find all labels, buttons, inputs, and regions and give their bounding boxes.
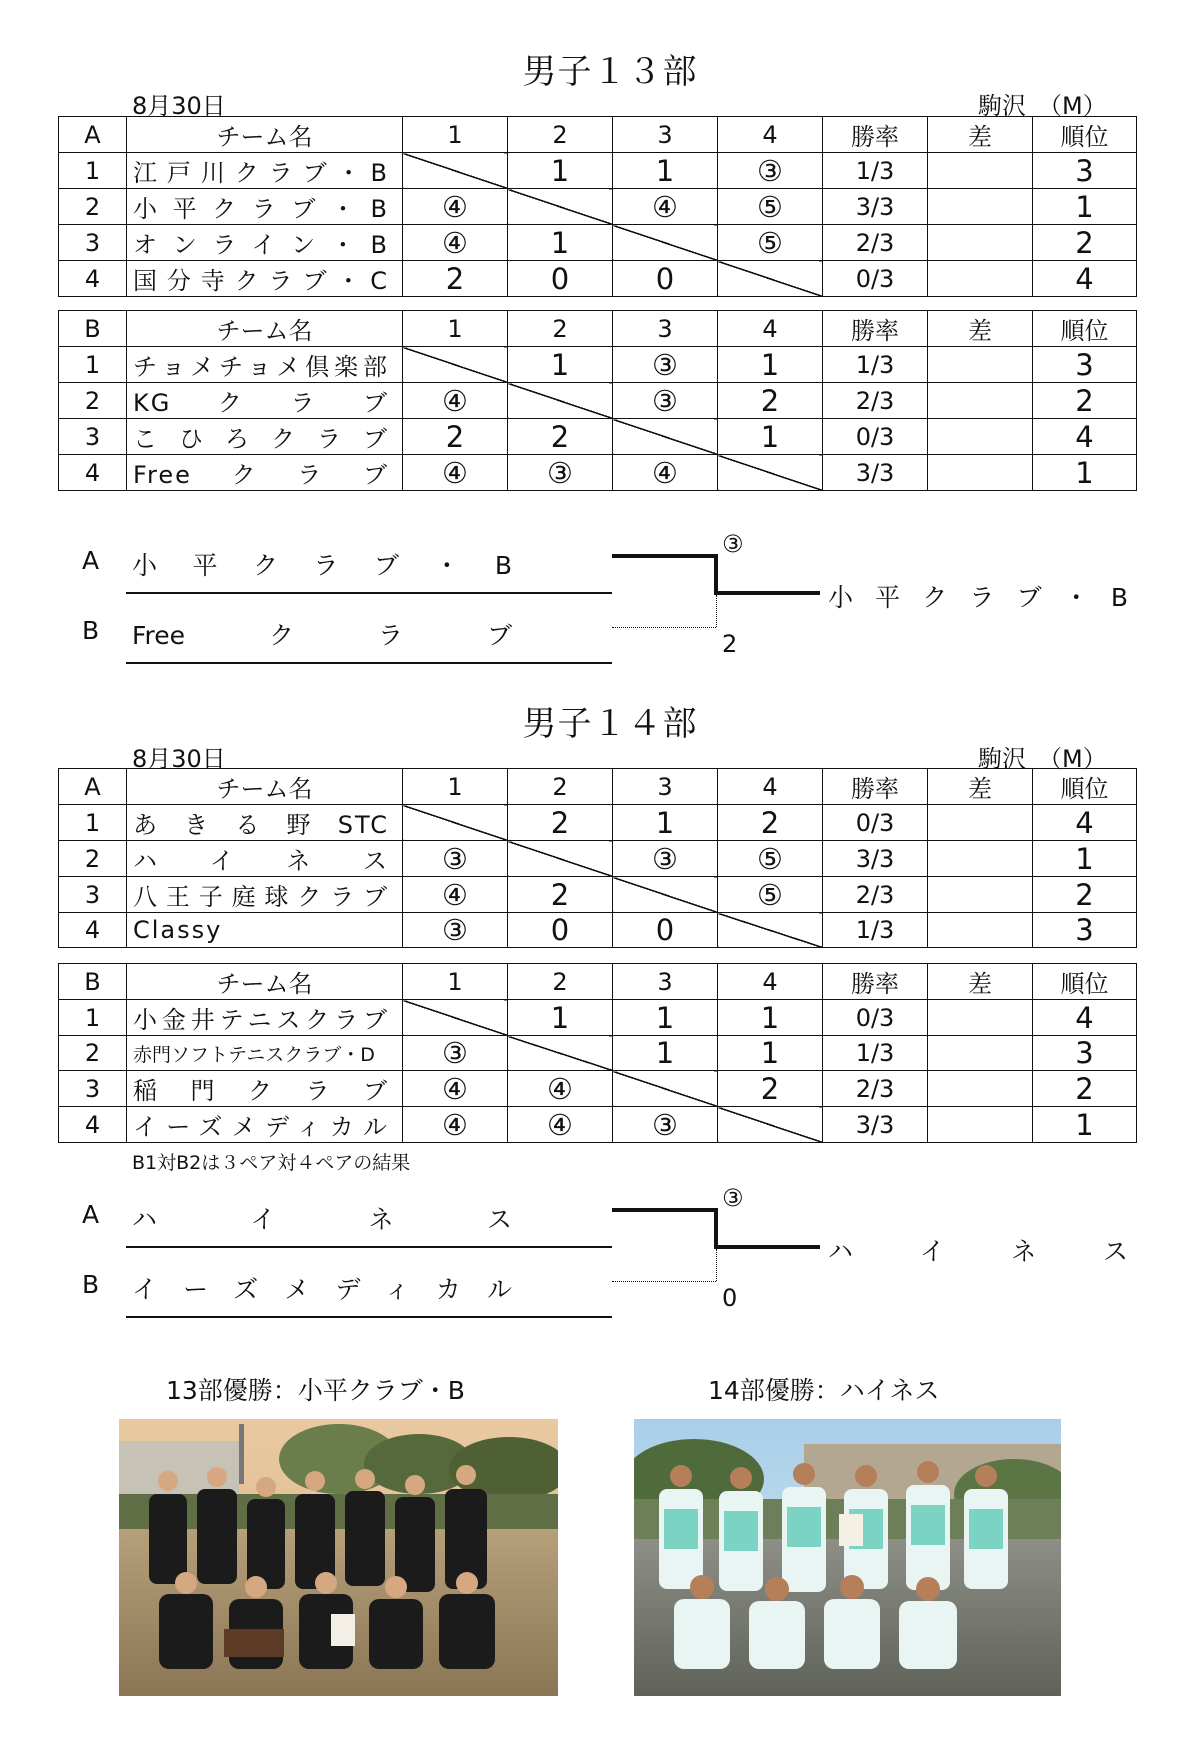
match-score: 1 xyxy=(718,419,823,455)
match-score: ④ xyxy=(403,225,508,261)
row-number: 1 xyxy=(59,1000,127,1036)
win-rate: 0/3 xyxy=(823,1000,928,1036)
column-header: 4 xyxy=(718,117,823,153)
self-match-cell xyxy=(508,189,613,225)
final-14-a-underline xyxy=(126,1246,612,1248)
team-photo-13 xyxy=(119,1419,558,1696)
rank: 4 xyxy=(1033,1000,1137,1036)
final-14-a-team: ハイネス xyxy=(132,1205,512,1234)
point-diff xyxy=(928,189,1033,225)
point-diff xyxy=(928,841,1033,877)
match-score: 2 xyxy=(403,261,508,297)
win-rate: 2/3 xyxy=(823,383,928,419)
rank: 4 xyxy=(1033,419,1137,455)
match-score: ③ xyxy=(403,1036,508,1071)
bracket-14-top-line xyxy=(612,1208,716,1212)
self-match-cell xyxy=(613,419,718,455)
self-match-cell xyxy=(508,841,613,877)
point-diff xyxy=(928,383,1033,419)
rank: 2 xyxy=(1033,383,1137,419)
bracket-13-bottom-line xyxy=(612,627,716,628)
table-row xyxy=(59,1107,1137,1143)
match-score: 2 xyxy=(718,805,823,841)
point-diff xyxy=(928,261,1033,297)
team-name: 国分寺クラブ・C xyxy=(127,261,403,297)
point-diff xyxy=(928,1107,1033,1143)
win-rate: 3/3 xyxy=(823,455,928,491)
rank: 4 xyxy=(1033,261,1137,297)
final-14-b-team: イーズメディカル xyxy=(132,1275,512,1304)
row-number: 3 xyxy=(59,225,127,261)
table-row xyxy=(59,455,1137,491)
bracket-14-bottom-vertical xyxy=(716,1249,717,1281)
match-score: ④ xyxy=(403,1071,508,1107)
column-header: 順位 xyxy=(1033,769,1137,805)
point-diff xyxy=(928,225,1033,261)
team-name: 小金井テニスクラブ xyxy=(127,1000,403,1036)
match-score: ④ xyxy=(613,189,718,225)
win-rate: 1/3 xyxy=(823,347,928,383)
table-row xyxy=(59,1036,1137,1071)
match-score: 1 xyxy=(613,805,718,841)
win-rate: 2/3 xyxy=(823,1071,928,1107)
bracket-13-winner-line xyxy=(714,591,820,595)
match-score: ⑤ xyxy=(718,841,823,877)
final-14-b-underline xyxy=(126,1316,612,1318)
point-diff xyxy=(928,153,1033,189)
match-score: 1 xyxy=(508,153,613,189)
column-header: 1 xyxy=(403,769,508,805)
self-match-cell xyxy=(613,225,718,261)
win-rate: 3/3 xyxy=(823,1107,928,1143)
team-photo-13-image xyxy=(119,1419,558,1696)
table-row xyxy=(59,347,1137,383)
point-diff xyxy=(928,1071,1033,1107)
column-header: 3 xyxy=(613,769,718,805)
team-name: チョメチョメ倶楽部 xyxy=(127,347,403,383)
row-number: 1 xyxy=(59,347,127,383)
rank: 2 xyxy=(1033,877,1137,913)
final-14-score-top: ③ xyxy=(722,1184,744,1212)
bracket-14-bottom-line xyxy=(612,1281,716,1282)
final-14-b-label: B xyxy=(82,1270,100,1299)
match-score: 1 xyxy=(718,1036,823,1071)
team-photo-14 xyxy=(634,1419,1061,1696)
column-header: 順位 xyxy=(1033,964,1137,1000)
match-score: 1 xyxy=(508,1000,613,1036)
win-rate: 0/3 xyxy=(823,419,928,455)
final-14-winner: ハイネス xyxy=(828,1237,1128,1266)
match-score: 2 xyxy=(718,383,823,419)
column-header: 差 xyxy=(928,117,1033,153)
column-header: 勝率 xyxy=(823,964,928,1000)
table-row xyxy=(59,383,1137,419)
final-13-winner: 小平クラブ・B xyxy=(828,583,1128,612)
table-row xyxy=(59,153,1137,189)
column-header: チーム名 xyxy=(127,311,403,347)
league-table-13-b xyxy=(58,310,1137,491)
match-score: 1 xyxy=(613,153,718,189)
column-header: 2 xyxy=(508,311,613,347)
match-score: ③ xyxy=(613,841,718,877)
column-header: 3 xyxy=(613,117,718,153)
row-number: 3 xyxy=(59,877,127,913)
column-header: チーム名 xyxy=(127,964,403,1000)
match-score: 1 xyxy=(508,225,613,261)
match-score: ④ xyxy=(403,383,508,419)
column-header: 1 xyxy=(403,964,508,1000)
team-name: Freeクラブ xyxy=(127,455,403,491)
self-match-cell xyxy=(403,153,508,189)
row-number: 2 xyxy=(59,189,127,225)
point-diff xyxy=(928,1000,1033,1036)
match-score: 1 xyxy=(613,1000,718,1036)
final-13-score-bottom: 2 xyxy=(722,630,738,658)
win-rate: 1/3 xyxy=(823,1036,928,1071)
final-14-a-label: A xyxy=(82,1200,100,1229)
section-14-date: 8月30日 xyxy=(132,745,226,773)
row-number: 2 xyxy=(59,841,127,877)
column-header: 3 xyxy=(613,311,718,347)
column-header: 4 xyxy=(718,311,823,347)
team-name: 八王子庭球クラブ xyxy=(127,877,403,913)
column-header: 3 xyxy=(613,964,718,1000)
team-name: 小平クラブ・B xyxy=(127,189,403,225)
win-rate: 0/3 xyxy=(823,805,928,841)
block-label: B xyxy=(59,964,127,1000)
match-score: 0 xyxy=(508,261,613,297)
team-photo-14-image xyxy=(634,1419,1061,1696)
team-name: あきる野STC xyxy=(127,805,403,841)
team-name: Classy xyxy=(127,913,403,948)
self-match-cell xyxy=(508,1036,613,1071)
bracket-13-vertical-line xyxy=(714,554,718,594)
league-table-13-a xyxy=(58,116,1137,297)
final-13-a-team: 小平クラブ・B xyxy=(132,551,512,580)
match-score: 2 xyxy=(718,1071,823,1107)
match-score: 1 xyxy=(613,1036,718,1071)
row-number: 4 xyxy=(59,455,127,491)
section-13-date: 8月30日 xyxy=(132,92,226,120)
point-diff xyxy=(928,805,1033,841)
team-name: こひろクラブ xyxy=(127,419,403,455)
point-diff xyxy=(928,455,1033,491)
section-13-title: 男子１３部 xyxy=(522,52,698,92)
team-name: 稲門クラブ xyxy=(127,1071,403,1107)
rank: 1 xyxy=(1033,455,1137,491)
match-score: ③ xyxy=(613,383,718,419)
section-14-note: B1対B2は３ペア対４ペアの結果 xyxy=(132,1152,411,1174)
column-header: チーム名 xyxy=(127,769,403,805)
match-score: 2 xyxy=(508,805,613,841)
self-match-cell xyxy=(613,877,718,913)
rank: 2 xyxy=(1033,1071,1137,1107)
column-header: 勝率 xyxy=(823,117,928,153)
row-number: 3 xyxy=(59,419,127,455)
section-14-title: 男子１４部 xyxy=(522,704,698,744)
team-name: 赤門ソフトテニスクラブ・D xyxy=(127,1036,403,1071)
point-diff xyxy=(928,913,1033,948)
bracket-13-bottom-vertical xyxy=(716,595,717,627)
win-rate: 3/3 xyxy=(823,189,928,225)
self-match-cell xyxy=(403,1000,508,1036)
match-score: ⑤ xyxy=(718,877,823,913)
final-13-b-underline xyxy=(126,662,612,664)
match-score: ④ xyxy=(508,1107,613,1143)
rank: 3 xyxy=(1033,347,1137,383)
table-row xyxy=(59,841,1137,877)
match-score: ⑤ xyxy=(718,189,823,225)
team-name: イーズメディカル xyxy=(127,1107,403,1143)
match-score: ③ xyxy=(508,455,613,491)
table-row xyxy=(59,805,1137,841)
self-match-cell xyxy=(403,347,508,383)
win-rate: 2/3 xyxy=(823,877,928,913)
row-number: 2 xyxy=(59,1036,127,1071)
column-header: 順位 xyxy=(1033,117,1137,153)
match-score: ④ xyxy=(403,1107,508,1143)
block-label: B xyxy=(59,311,127,347)
point-diff xyxy=(928,877,1033,913)
column-header: 差 xyxy=(928,311,1033,347)
rank: 1 xyxy=(1033,189,1137,225)
league-table-14-a xyxy=(58,768,1137,948)
win-rate: 1/3 xyxy=(823,913,928,948)
column-header: 2 xyxy=(508,769,613,805)
self-match-cell xyxy=(718,1107,823,1143)
match-score: 2 xyxy=(403,419,508,455)
table-row xyxy=(59,877,1137,913)
team-name: ハイネス xyxy=(127,841,403,877)
column-header: 1 xyxy=(403,311,508,347)
section-13-venue: 駒沢 （M） xyxy=(978,92,1107,120)
rank: 3 xyxy=(1033,913,1137,948)
section-14-venue: 駒沢 （M） xyxy=(978,745,1107,773)
final-14-score-bottom: 0 xyxy=(722,1284,738,1312)
table-row xyxy=(59,1000,1137,1036)
final-13-b-label: B xyxy=(82,616,100,645)
row-number: 1 xyxy=(59,805,127,841)
bracket-14-winner-line xyxy=(714,1245,820,1249)
table-row xyxy=(59,1071,1137,1107)
row-number: 4 xyxy=(59,261,127,297)
photo-13-caption: 13部優勝：小平クラブ・B xyxy=(166,1376,465,1405)
win-rate: 3/3 xyxy=(823,841,928,877)
win-rate: 0/3 xyxy=(823,261,928,297)
rank: 4 xyxy=(1033,805,1137,841)
final-13-score-top: ③ xyxy=(722,530,744,558)
self-match-cell xyxy=(508,383,613,419)
team-name: KGクラブ xyxy=(127,383,403,419)
table-row xyxy=(59,225,1137,261)
row-number: 1 xyxy=(59,153,127,189)
final-13-a-underline xyxy=(126,592,612,594)
match-score: 2 xyxy=(508,877,613,913)
match-score: ③ xyxy=(403,913,508,948)
final-13-b-team: Freeクラブ xyxy=(132,621,512,650)
table-row xyxy=(59,189,1137,225)
team-name: 江戸川クラブ・B xyxy=(127,153,403,189)
match-score: ④ xyxy=(403,455,508,491)
final-13-a-label: A xyxy=(82,546,100,575)
column-header: チーム名 xyxy=(127,117,403,153)
self-match-cell xyxy=(403,805,508,841)
row-number: 4 xyxy=(59,1107,127,1143)
match-score: ④ xyxy=(508,1071,613,1107)
table-row xyxy=(59,419,1137,455)
point-diff xyxy=(928,419,1033,455)
match-score: ④ xyxy=(403,189,508,225)
block-label: A xyxy=(59,769,127,805)
match-score: ④ xyxy=(403,877,508,913)
match-score: ③ xyxy=(613,347,718,383)
match-score: 0 xyxy=(508,913,613,948)
match-score: 2 xyxy=(508,419,613,455)
column-header: 1 xyxy=(403,117,508,153)
rank: 1 xyxy=(1033,841,1137,877)
column-header: 勝率 xyxy=(823,311,928,347)
column-header: 2 xyxy=(508,117,613,153)
bracket-13-top-line xyxy=(612,554,716,558)
column-header: 差 xyxy=(928,769,1033,805)
column-header: 4 xyxy=(718,769,823,805)
column-header: 差 xyxy=(928,964,1033,1000)
row-number: 3 xyxy=(59,1071,127,1107)
row-number: 2 xyxy=(59,383,127,419)
team-name: オンライン・B xyxy=(127,225,403,261)
self-match-cell xyxy=(718,913,823,948)
match-score: 0 xyxy=(613,261,718,297)
self-match-cell xyxy=(718,455,823,491)
self-match-cell xyxy=(613,1071,718,1107)
bracket-14-vertical-line xyxy=(714,1208,718,1248)
match-score: ③ xyxy=(613,1107,718,1143)
point-diff xyxy=(928,347,1033,383)
column-header: 2 xyxy=(508,964,613,1000)
match-score: ③ xyxy=(403,841,508,877)
column-header: 勝率 xyxy=(823,769,928,805)
photo-14-caption: 14部優勝：ハイネス xyxy=(708,1376,940,1405)
win-rate: 1/3 xyxy=(823,153,928,189)
table-row xyxy=(59,913,1137,948)
self-match-cell xyxy=(718,261,823,297)
match-score: ④ xyxy=(613,455,718,491)
league-table-14-b xyxy=(58,963,1137,1143)
match-score: 0 xyxy=(613,913,718,948)
column-header: 順位 xyxy=(1033,311,1137,347)
block-label: A xyxy=(59,117,127,153)
row-number: 4 xyxy=(59,913,127,948)
match-score: ⑤ xyxy=(718,225,823,261)
rank: 1 xyxy=(1033,1107,1137,1143)
win-rate: 2/3 xyxy=(823,225,928,261)
column-header: 4 xyxy=(718,964,823,1000)
rank: 2 xyxy=(1033,225,1137,261)
rank: 3 xyxy=(1033,153,1137,189)
point-diff xyxy=(928,1036,1033,1071)
match-score: 1 xyxy=(718,347,823,383)
match-score: 1 xyxy=(718,1000,823,1036)
match-score: ③ xyxy=(718,153,823,189)
table-row xyxy=(59,261,1137,297)
match-score: 1 xyxy=(508,347,613,383)
rank: 3 xyxy=(1033,1036,1137,1071)
